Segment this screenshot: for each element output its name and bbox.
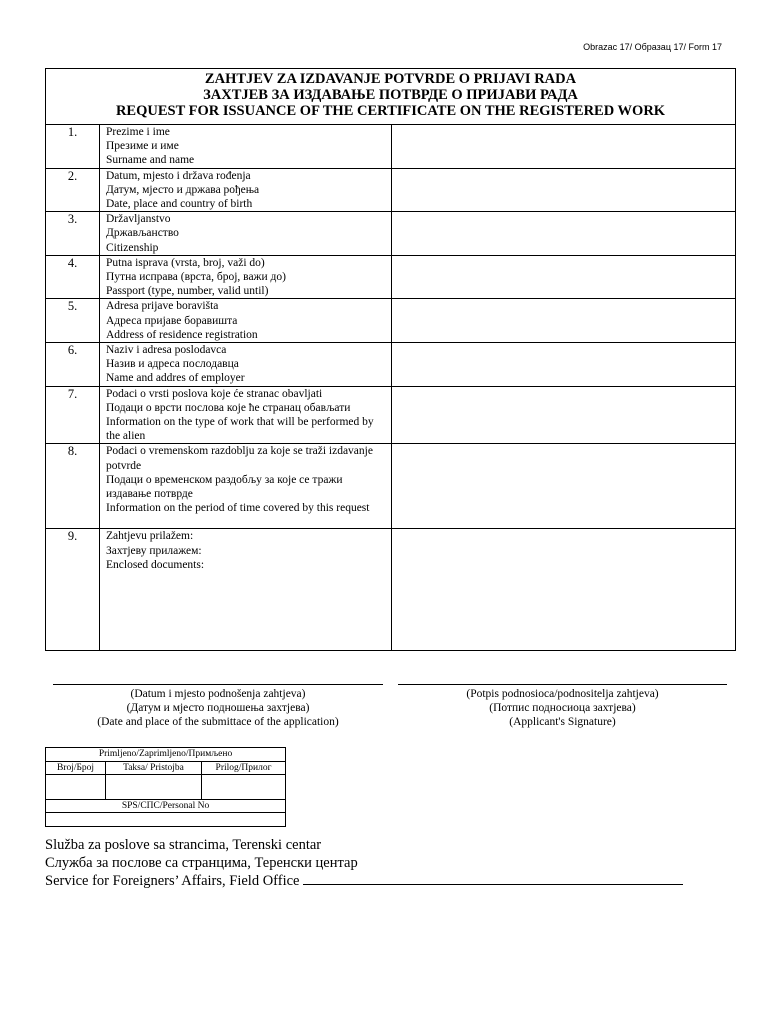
label-cyrillic: Захтјеву прилажем: bbox=[106, 544, 202, 557]
service-line-english bbox=[45, 872, 683, 891]
number-column-header: Broj/Број bbox=[46, 762, 106, 775]
citizenship-input[interactable] bbox=[392, 212, 736, 256]
signature-line[interactable] bbox=[398, 684, 727, 685]
date-place-line[interactable] bbox=[53, 684, 383, 685]
label-english: Citizenship bbox=[106, 241, 159, 254]
field-label bbox=[100, 168, 392, 212]
field-row-birth bbox=[46, 168, 736, 212]
service-line-latin: Služba za poslove sa strancima, Terenski centar bbox=[45, 837, 322, 853]
caption-latin: (Potpis podnosioca/podnositelja zahtjeva) bbox=[466, 688, 659, 700]
row-number: 9. bbox=[46, 529, 100, 651]
work-type-input[interactable] bbox=[392, 386, 736, 444]
field-row-employer bbox=[46, 343, 736, 387]
label-english: Date, place and country of birth bbox=[106, 198, 253, 211]
received-header: Primljeno/Zaprimljeno/Примљено bbox=[46, 748, 286, 762]
label-latin: Prezime i ime bbox=[106, 126, 170, 138]
field-label bbox=[100, 343, 392, 387]
title-line-english: REQUEST FOR ISSUANCE OF THE CERTIFICATE ON THE REGISTERED WORK bbox=[115, 103, 666, 119]
application-table bbox=[45, 68, 736, 651]
caption-english: (Applicant's Signature) bbox=[509, 716, 616, 729]
caption-cyrillic: (Потпис подносиоца захтјева) bbox=[489, 702, 636, 715]
label-latin: Adresa prijave boravišta bbox=[106, 300, 219, 313]
label-english: Address of residence registration bbox=[106, 328, 258, 341]
passport-input[interactable] bbox=[392, 255, 736, 299]
received-box bbox=[45, 747, 286, 827]
field-label bbox=[100, 529, 392, 651]
field-row-surname-name bbox=[46, 125, 736, 169]
form-title bbox=[46, 69, 736, 125]
field-row-period bbox=[46, 444, 736, 529]
label-english: Information on the type of work that will be performed by the alien bbox=[106, 416, 374, 443]
label-latin: Naziv i adresa poslodavca bbox=[106, 344, 227, 357]
field-label bbox=[100, 125, 392, 169]
field-row-citizenship bbox=[46, 212, 736, 256]
field-row-residence bbox=[46, 299, 736, 343]
label-cyrillic: Путна исправа (врста, број, важи до) bbox=[106, 271, 286, 284]
label-cyrillic: Датум, мјесто и држава рођења bbox=[106, 183, 260, 196]
field-label bbox=[100, 212, 392, 256]
row-number: 6. bbox=[46, 343, 100, 387]
surname-name-input[interactable] bbox=[392, 125, 736, 169]
enclosed-documents-input[interactable] bbox=[392, 529, 736, 651]
row-number: 2. bbox=[46, 168, 100, 212]
label-cyrillic: Назив и адреса послодавца bbox=[106, 358, 239, 371]
fee-cell[interactable] bbox=[106, 775, 202, 800]
row-number: 3. bbox=[46, 212, 100, 256]
title-line-latin: ZAHTJEV ZA IZDAVANJE POTVRDE O PRIJAVI RADA bbox=[204, 71, 577, 87]
attachment-column-header: Prilog/Прилог bbox=[202, 762, 286, 775]
field-label bbox=[100, 444, 392, 529]
label-english: Name and addres of employer bbox=[106, 372, 245, 385]
label-cyrillic: Држављанство bbox=[106, 227, 179, 240]
row-number: 5. bbox=[46, 299, 100, 343]
field-row-enclosed-documents bbox=[46, 529, 736, 651]
label-cyrillic: Адреса пријаве боравишта bbox=[106, 314, 238, 327]
field-label bbox=[100, 299, 392, 343]
signature-caption bbox=[398, 687, 727, 730]
attachment-cell[interactable] bbox=[202, 775, 286, 800]
row-number: 4. bbox=[46, 255, 100, 299]
employer-input[interactable] bbox=[392, 343, 736, 387]
residence-address-input[interactable] bbox=[392, 299, 736, 343]
service-english-text: Service for Foreigners’ Affairs, Field Office bbox=[45, 873, 300, 889]
title-row bbox=[46, 69, 736, 125]
field-row-work-type bbox=[46, 386, 736, 444]
title-line-cyrillic: ЗАХТЈЕВ ЗА ИЗДАВАЊЕ ПОТВРДЕ О ПРИЈАВИ РАДА bbox=[203, 87, 578, 103]
service-line-cyrillic: Служба за послове са странцима, Теренски центар bbox=[45, 854, 358, 871]
label-english: Enclosed documents: bbox=[106, 558, 205, 571]
label-cyrillic: Подаци о врсти послова које ће странац обављати bbox=[106, 401, 351, 414]
personal-no-label: SPS/СПС/Personal No bbox=[46, 800, 286, 813]
caption-latin: (Datum i mjesto podnošenja zahtjeva) bbox=[130, 688, 306, 700]
row-number: 1. bbox=[46, 125, 100, 169]
field-row-passport bbox=[46, 255, 736, 299]
field-label bbox=[100, 255, 392, 299]
service-block bbox=[45, 837, 683, 891]
fee-column-header: Taksa/ Pristojba bbox=[106, 762, 202, 775]
row-number: 8. bbox=[46, 444, 100, 529]
label-latin: Zahtjevu prilažem: bbox=[106, 530, 194, 543]
row-number: 7. bbox=[46, 386, 100, 444]
label-cyrillic: Подаци о временском раздобљу за које се тражи издавање потврде bbox=[106, 473, 343, 501]
birth-date-place-input[interactable] bbox=[392, 168, 736, 212]
label-english: Information on the period of time covered by this request bbox=[106, 502, 370, 515]
number-cell[interactable] bbox=[46, 775, 106, 800]
label-cyrillic: Презиме и име bbox=[106, 140, 179, 153]
caption-cyrillic: (Датум и мјесто подношења захтјева) bbox=[126, 702, 310, 715]
field-office-line[interactable] bbox=[303, 872, 683, 885]
label-latin: Putna isprava (vrsta, broj, važi do) bbox=[106, 256, 265, 269]
label-latin: Podaci o vrsti poslova koje će stranac obavljati bbox=[106, 387, 323, 400]
form-code: Obrazac 17/ Образац 17/ Form 17 bbox=[583, 42, 722, 52]
label-english: Passport (type, number, valid until) bbox=[106, 285, 269, 298]
label-latin: Državljanstvo bbox=[106, 213, 171, 226]
date-place-caption bbox=[53, 687, 383, 730]
label-latin: Datum, mjesto i država rođenja bbox=[106, 169, 251, 182]
period-input[interactable] bbox=[392, 444, 736, 529]
personal-no-cell[interactable] bbox=[46, 813, 286, 827]
label-english: Surname and name bbox=[106, 154, 195, 167]
caption-english: (Date and place of the submittace of the application) bbox=[97, 716, 339, 729]
label-latin: Podaci o vremenskom razdoblju za koje se traži izdavanje potvrde bbox=[106, 445, 373, 472]
field-label bbox=[100, 386, 392, 444]
